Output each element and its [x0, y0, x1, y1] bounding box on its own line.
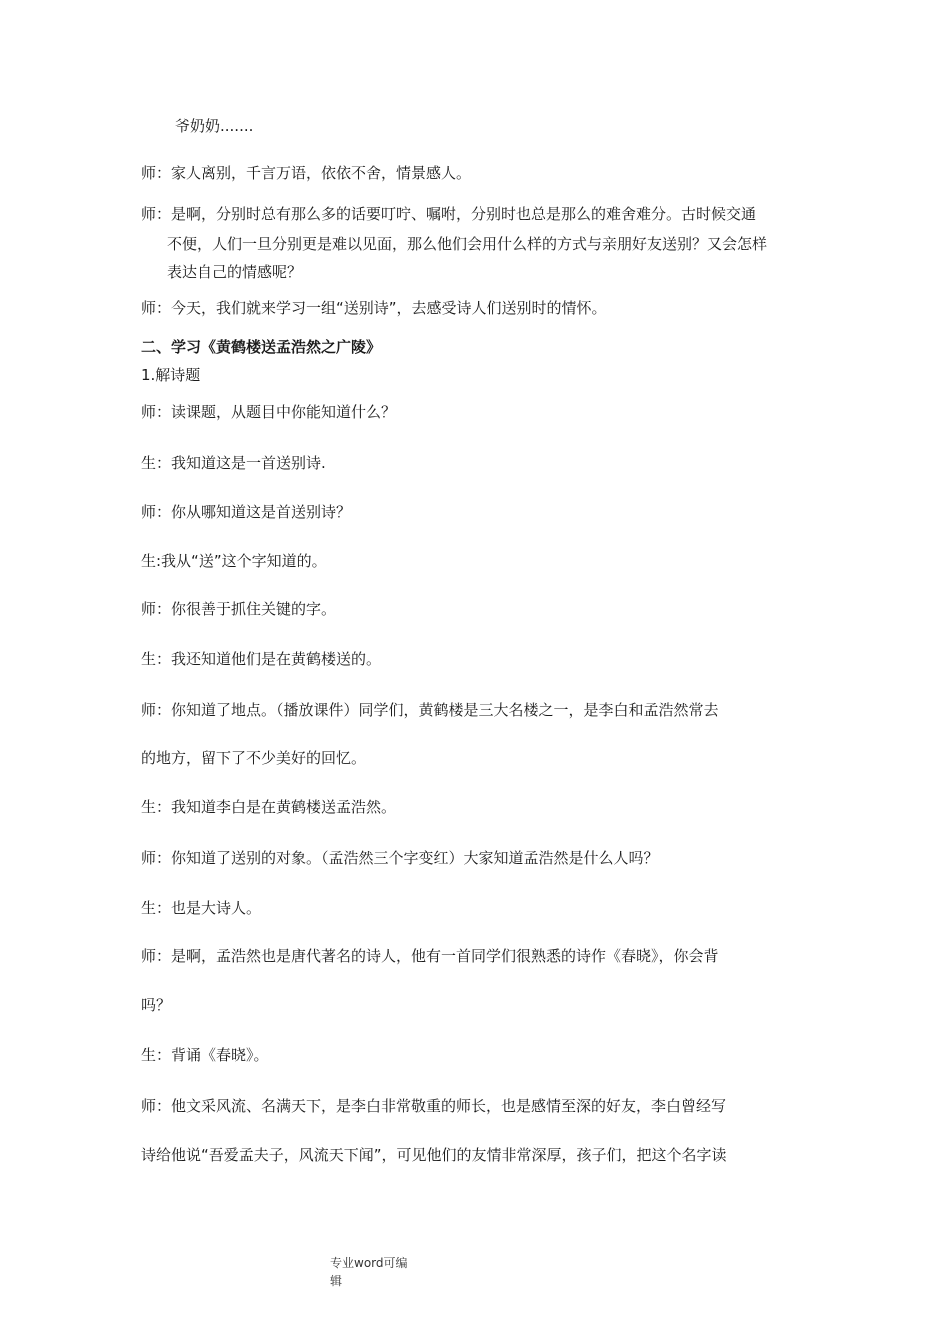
text-line: 师：他文采风流、名满天下，是李白非常敬重的师长，也是感情至深的好友，李白曾经写: [141, 1097, 727, 1115]
text-line: 的地方，留下了不少美好的回忆。: [141, 749, 367, 767]
text-line: 生：也是大诗人。: [141, 899, 262, 917]
text-line: 师：你知道了送别的对象。（孟浩然三个字变红）大家知道孟浩然是什么人吗？: [141, 849, 659, 867]
text-line: 师：是啊，孟浩然也是唐代著名的诗人，他有一首同学们很熟悉的诗作《春晓》，你会背: [141, 947, 719, 965]
text-line: 表达自己的情感呢？: [167, 263, 303, 281]
text-line: 生：我还知道他们是在黄鹤楼送的。: [141, 650, 382, 668]
section-heading: 二、学习《黄鹤楼送孟浩然之广陵》: [141, 338, 382, 356]
text-line: 师：你知道了地点。（播放课件）同学们，黄鹤楼是三大名楼之一，是李白和孟浩然常去: [141, 701, 719, 719]
text-line: 师：是啊，分别时总有那么多的话要叮咛、嘱咐，分别时也总是那么的难舍难分。古时候交通: [141, 205, 757, 223]
text-line: 生:我从“送”这个字知道的。: [141, 552, 327, 570]
text-line: 师：你很善于抓住关键的字。: [141, 600, 337, 618]
footer-note-line2: 辑: [330, 1274, 343, 1288]
text-line: 吗？: [141, 996, 172, 1014]
text-line: 爷奶奶.......: [175, 117, 254, 135]
text-line: 生：我知道李白是在黄鹤楼送孟浩然。: [141, 798, 397, 816]
text-line: 师：家人离别，千言万语，依依不舍，情景感人。: [141, 164, 472, 182]
text-line: 不便，人们一旦分别更是难以见面，那么他们会用什么样的方式与亲朋好友送别？又会怎样: [167, 235, 768, 253]
text-line: 生：背诵《春晓》。: [141, 1046, 269, 1064]
footer-note-line1: 专业word可编: [330, 1256, 408, 1270]
text-line: 师：你从哪知道这是首送别诗？: [141, 503, 352, 521]
text-line: 师：今天，我们就来学习一组“送别诗”，去感受诗人们送别时的情怀。: [141, 299, 607, 317]
text-line: 生：我知道这是一首送别诗.: [141, 454, 326, 472]
text-line: 师：读课题，从题目中你能知道什么？: [141, 403, 397, 421]
subsection-heading: 1.解诗题: [141, 366, 201, 384]
text-line: 诗给他说“吾爱孟夫子，风流天下闻”，可见他们的友情非常深厚，孩子们，把这个名字读: [141, 1146, 727, 1164]
